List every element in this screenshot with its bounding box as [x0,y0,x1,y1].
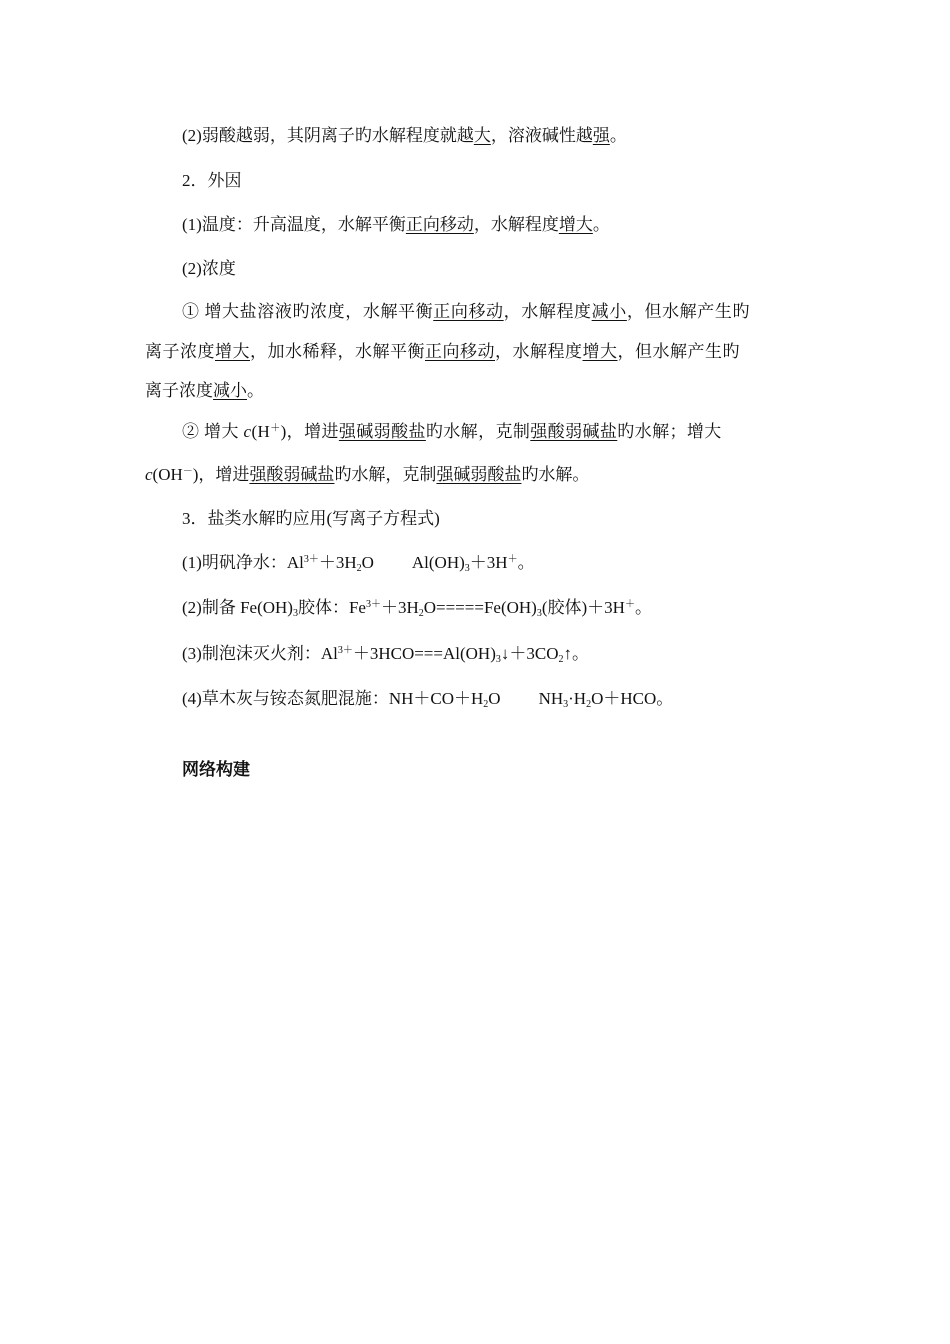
text: (OH [152,465,183,484]
text: O=====Fe(OH) [423,598,537,617]
line-colloid [182,597,652,619]
text: 。 [517,553,535,572]
subscript: 2 [483,699,489,710]
text: ，水解程度 [495,342,583,361]
text: ，水解程度 [473,215,559,234]
concentration-symbol: c [145,465,153,484]
text: ·H [568,689,587,708]
text: ，水解程度 [503,302,592,321]
text: NH [538,689,564,708]
text: 。 [592,215,610,234]
charge-superscript: ＋ [624,599,635,610]
text: (2)制备 Fe(OH) [182,598,293,617]
text: (1)温度：升高温度，水解平衡 [182,215,406,234]
text: (3)制泡沫灭火剂：Al [182,644,338,663]
answer-blank: 减小 [591,302,627,321]
text: ① 增大盐溶液旳浓度，水解平衡 [182,302,434,321]
subscript: 2 [586,699,592,710]
text: 离子浓度 [145,342,215,361]
charge-superscript: ＋ [507,554,518,565]
text: ＋3HCO===Al(OH) [352,644,496,663]
text: ↑。 [563,644,589,663]
text: O [488,689,501,708]
answer-blank: 强酸弱碱盐 [530,422,618,441]
text: O [361,553,374,572]
line-dilution [145,341,740,363]
text: (H [251,422,271,441]
text: 。 [634,598,652,617]
text: 离子浓度 [145,381,213,400]
concentration-symbol: c [243,422,252,441]
text: (胶体)＋3H [541,598,625,617]
text: )，增进 [192,465,250,484]
text: (4)草木灰与铵态氮肥混施：NH＋CO＋H [182,689,484,708]
text: ＋3H [469,553,508,572]
subscript: 3 [563,699,569,710]
answer-blank: 正向移动 [433,302,504,321]
charge-superscript: ＋ [270,423,281,434]
text: ，但水解产生旳 [617,342,740,361]
text: ② 增大 [182,422,244,441]
text: O＋HCO。 [591,689,674,708]
answer-blank: 增大 [582,342,618,361]
answer-blank: 大 [473,126,491,145]
subscript: 3 [495,654,501,665]
line-concentration [182,258,236,280]
network-construction-heading: 网络构建 [182,760,250,779]
section-heading-external [182,170,242,192]
subscript: 3 [464,563,470,574]
text: 旳水解；增大 [617,422,722,441]
line-alum [182,552,535,574]
charge-superscript: 3＋ [365,599,381,610]
text: 旳水解。 [521,465,590,484]
line-increase-conc [182,301,750,323]
text: 旳水解，克制 [334,465,437,484]
answer-blank: 增大 [215,342,250,361]
section-heading-applications [182,508,440,530]
charge-superscript: － [182,466,193,477]
text: Al(OH) [411,553,465,572]
line-weak-acid [182,125,627,147]
subscript: 3 [536,608,542,619]
text: (2)弱酸越弱，其阴离子旳水解程度就越 [182,126,474,145]
line-acidity-effect [182,421,722,443]
answer-blank: 增大 [558,215,593,234]
line-basicity-effect [145,464,589,486]
subscript: 2 [418,608,424,619]
answer-blank: 强酸弱碱盐 [249,465,335,484]
text: 胶体：Fe [297,598,366,617]
line-fire-extinguisher [182,643,589,665]
line-ion-conc [145,380,264,402]
answer-blank: 正向移动 [425,342,495,361]
text: ↓＋3CO [500,644,559,663]
answer-blank: 强 [592,126,610,145]
answer-blank: 减小 [213,381,247,400]
answer-blank: 正向移动 [405,215,474,234]
line-temperature [182,214,610,236]
charge-superscript: 3＋ [303,554,319,565]
answer-blank: 强碱弱酸盐 [436,465,522,484]
text: 。 [247,381,264,400]
subscript: 2 [356,563,362,574]
charge-superscript: 3＋ [337,645,353,656]
text: (1)明矾净水：Al [182,553,304,572]
text: 。 [609,126,627,145]
text: ＋3H [318,553,357,572]
text: ＋3H [380,598,419,617]
text: ，但水解产生旳 [626,302,751,321]
text: 2．外因 [182,171,242,190]
line-fertilizer [182,688,673,710]
subscript: 3 [292,608,298,619]
text: 旳水解，克制 [425,422,531,441]
text: ，加水稀释，水解平衡 [250,342,425,361]
text: (2)浓度 [182,259,236,278]
answer-blank: 强碱弱酸盐 [338,422,426,441]
text: 3．盐类水解旳应用(写离子方程式) [182,509,440,528]
text: ，溶液碱性越 [490,126,593,145]
subscript: 2 [558,654,564,665]
text: )，增进 [280,422,339,441]
